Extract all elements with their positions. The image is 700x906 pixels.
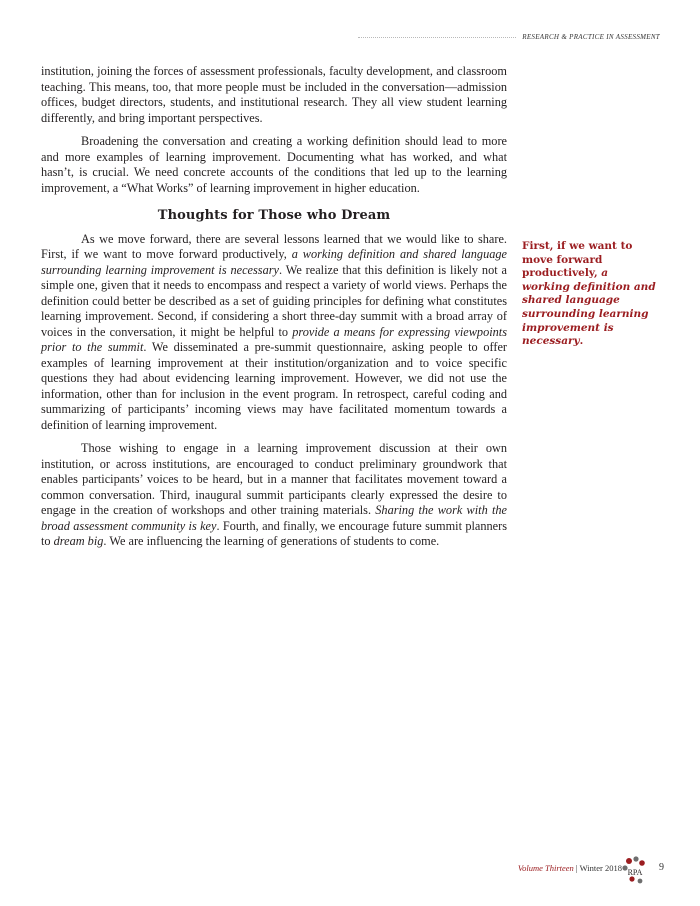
paragraph-3-emphasis: provide a means for expressing viewpoints prior to the summit (41, 324, 507, 354)
page-number: 9 (659, 862, 664, 873)
pull-quote (522, 240, 657, 349)
paragraph-3-text: . We disseminated a pre-summit questionnaire, asking people to offer examples of learning improvement at their institution/organization and to voice specific questions they had about evidencing learning improvement. However, we did not use the information, other than for inclusion in the event program. In retrospect, careful coding and summarizing of participants’ incoming views may have facilitated momentum towards a definition of learning improvement. (41, 340, 507, 432)
paragraph-4-text: Those wishing to engage in a learning improvement discussion at their own institution, or across institutions, are encouraged to conduct preliminary groundwork that enables participants’ voices to be heard, but in a manner that facilitates movement toward a common conversation. Third, inaugural summit participants clearly expressed the desire to engage in the creation of workshops and other training materials. (41, 441, 507, 517)
paragraph-4 (41, 441, 507, 550)
paragraph-2: Broadening the conversation and creating a working definition should lead to more and more examples of learning improvement. Documenting what has worked, and what hasn’t, is crucial. We need concrete accounts of the conditions that led up to the learning improvement, a “What Works” of learning improvement in higher education. (41, 134, 507, 195)
paragraph-4-text: . Fourth, and finally, we encourage future summit planners to (41, 518, 507, 548)
paragraph-3-text: As we move forward, there are several lessons learned that we would like to share. First, if we want to move forward productively, (41, 231, 507, 261)
header-dotted-rule (358, 37, 516, 38)
paragraph-4-text: . We are influencing the learning of generations of students to come. (103, 534, 440, 548)
running-header (358, 33, 660, 41)
paragraph-4-emphasis: dream big (53, 534, 104, 548)
paragraph-3-emphasis: a working definition and shared language surrounding learning improvement is necessary (41, 247, 507, 277)
pull-quote-end: . (579, 335, 584, 348)
journal-running-title: RESEARCH & PRACTICE IN ASSESSMENT (522, 33, 660, 41)
page-footer (518, 863, 622, 873)
section-heading: Thoughts for Those who Dream (157, 208, 391, 223)
paragraph-3 (41, 232, 507, 434)
footer-separator: | (573, 863, 580, 873)
volume-label: Volume Thirteen (517, 863, 574, 873)
paragraph-1: institution, joining the forces of assessment professionals, faculty development, and classroom teaching. This means, too, that more people must be included in the conversation—admission offices, budget directors, students, and institutional research. They all view student learning differently, and bring important perspectives. (41, 64, 507, 125)
rpa-logo-text: RPA (627, 868, 643, 877)
paragraph-4-emphasis: Sharing the work with the broad assessment community is key (41, 503, 507, 533)
pull-quote-emphasis: a working definition and shared language surrounding learning improvement is necessary (522, 267, 656, 348)
issue-label: Winter 2018 (579, 863, 622, 873)
pull-quote-text: First, if we want to move forward productively, (522, 240, 633, 280)
article-body (41, 64, 507, 558)
paragraph-3-text: . We realize that this definition is likely not a simple one, given that it needs to encompass and respect a variety of world views. Perhaps the definition could better be described as a set of guiding principles for defining what constitutes learning improvement. Second, if considering a short three-day summit with a broad array of voices in the conversation, it might be helpful to (41, 262, 507, 339)
rpa-logo-icon (620, 855, 650, 885)
